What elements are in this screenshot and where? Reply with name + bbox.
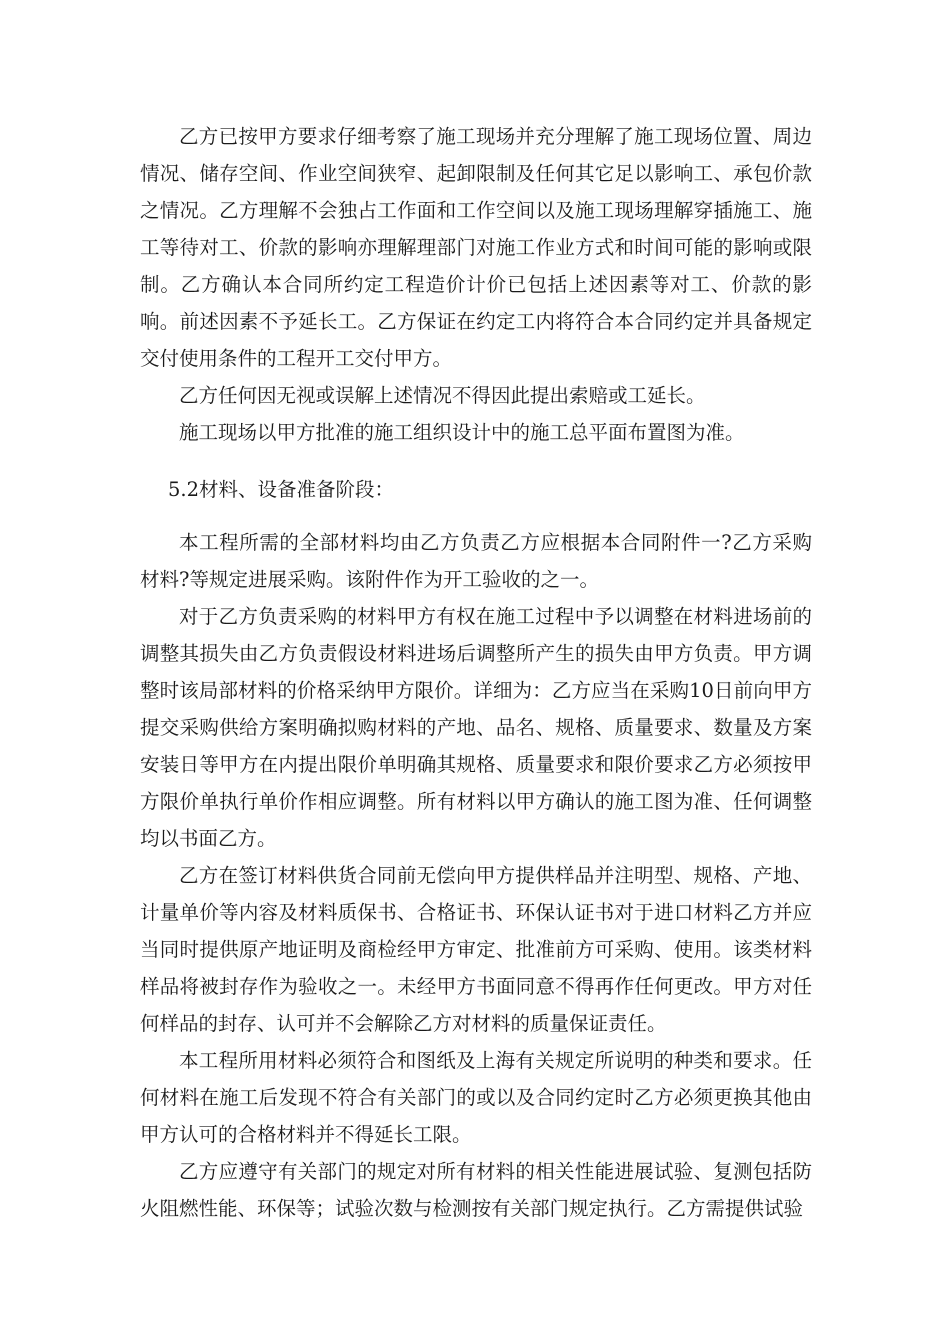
- paragraph-site-inspection: 乙方已按甲方要求仔细考察了施工现场并充分理解了施工现场位置、周边情况、储存空间、作业空间狭窄、起卸限制及任何其它足以影响工、承包价款之情况。乙方理解不会独占工作面和工作空间以及施工现场理解穿插施工、施工等待对工、价款的影响亦理解理部门对施工作业方式和时间可能的影响或限制。乙方确认本合同所约定工程造价计价已包括上述因素等对工、价款的影响。前述因素不予延长工。乙方保证在约定工内将符合本合同约定并具备规定交付使用条件的工程开工交付甲方。: [140, 125, 812, 370]
- paragraph-material-samples: 乙方在签订材料供货合同前无偿向甲方提供样品并注明型、规格、产地、计量单价等内容及材料质保书、合格证书、环保认证书对于进口材料乙方并应当同时提供原产地证明及商检经甲方审定、批准前方可采购、使用。该类材料样品将被封存作为验收之一。未经甲方书面同意不得再作任何更改。甲方对任何样品的封存、认可并不会解除乙方对材料的质量保证责任。: [140, 864, 812, 1035]
- document-page: [140, 118, 812, 1227]
- paragraph-material-testing: 乙方应遵守有关部门的规定对所有材料的相关性能进展试验、复测包括防火阻燃性能、环保等；试验次数与检测按有关部门规定执行。乙方需提供试验: [140, 1160, 812, 1220]
- paragraph-site-layout: 施工现场以甲方批准的施工组织设计中的施工总平面布置图为准。: [179, 421, 745, 444]
- paragraph-materials-adjustment: 对于乙方负责采购的材料甲方有权在施工过程中予以调整在材料进场前的调整其损失由乙方负责假设材料进场后调整所产生的损失由甲方负责。甲方调整时该局部材料的价格采纳甲方限价。详细为：乙方应当在采购10日前向甲方提交采购供给方案明确拟购材料的产地、品名、规格、质量要求、数量及方案安装日等甲方在内提出限价单明确其规格、质量要求和限价要求乙方必须按甲方限价单执行单价作相应调整。所有材料以甲方确认的施工图为准、任何调整均以书面乙方。: [140, 605, 812, 850]
- paragraph-materials-supply: 本工程所需的全部材料均由乙方负责乙方应根据本合同附件一?乙方采购材料?等规定进展采购。该附件作为开工验收的之一。: [140, 531, 812, 591]
- section-heading: 5.2材料、设备准备阶段：: [168, 478, 395, 501]
- paragraph-no-claims: 乙方任何因无视或误解上述情况不得因此提出索赔或工延长。: [179, 384, 706, 407]
- paragraph-material-compliance: 本工程所用材料必须符合和图纸及上海有关规定所说明的种类和要求。任何材料在施工后发现不符合有关部门的或以及合同约定时乙方必须更换其他由甲方认可的合格材料并不得延长工限。: [140, 1049, 812, 1146]
